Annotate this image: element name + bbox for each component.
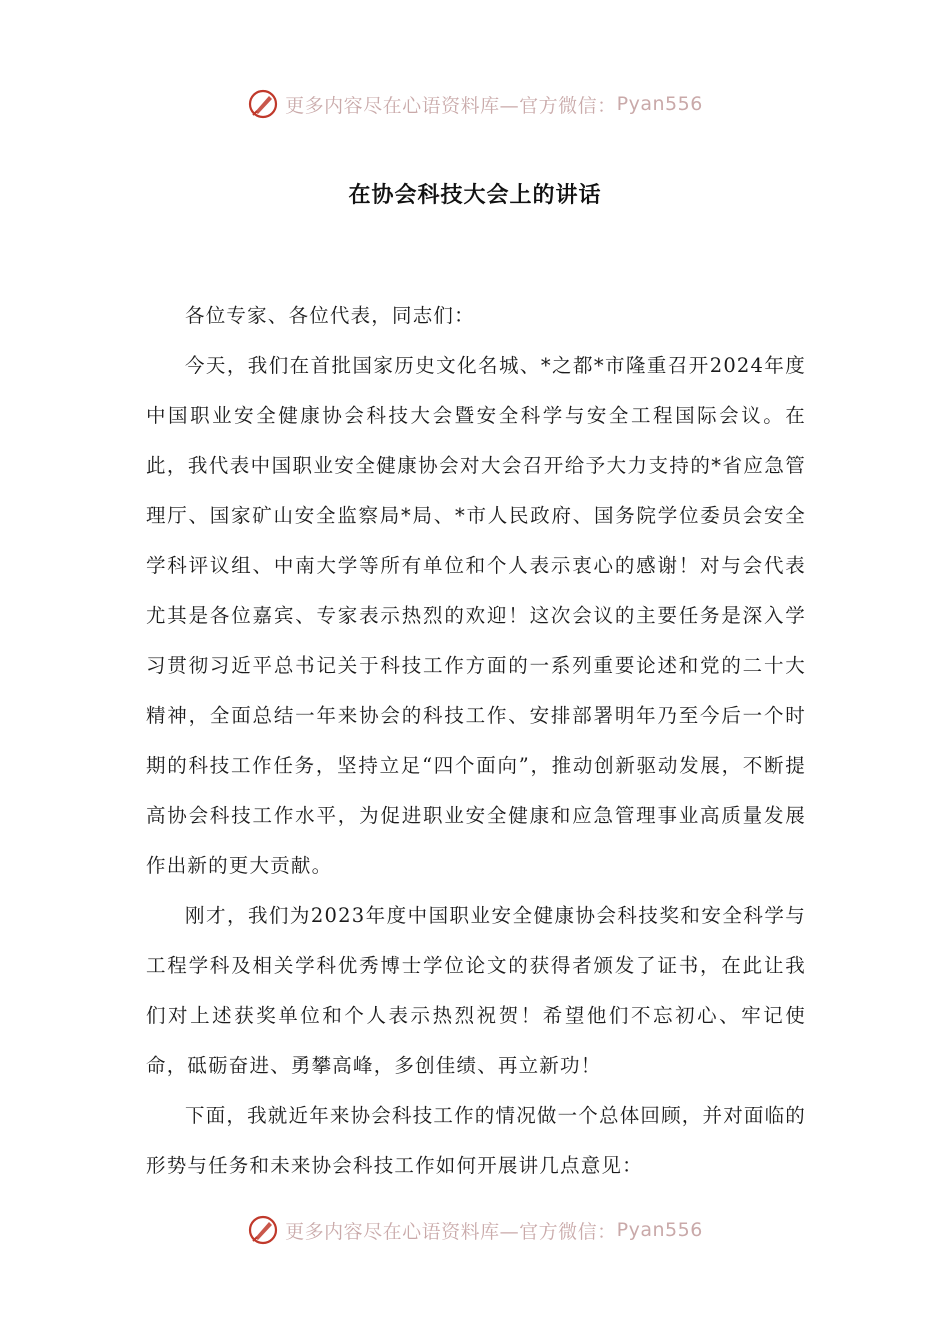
body-paragraph: 今天，我们在首批国家历史文化名城、*之都*市隆重召开2024年度中国职业安全健康协会科技大会暨安全科学与安全工程国际会议。在此，我代表中国职业安全健康协会对大会召开给予大力支持的*省应急管理厅、国家矿山安全监察局*局、*市人民政府、国务院学位委员会安全学科评议组、中南大学等所有单位和个人表示衷心的感谢！对与会代表尤其是各位嘉宾、专家表示热烈的欢迎！这次会议的主要任务是深入学习贯彻习近平总书记关于科技工作方面的一系列重要论述和党的二十大精神，全面总结一年来协会的科技工作、安排部署明年乃至今后一个时期的科技工作任务，坚持立足“四个面向”，推动创新驱动发展，不断提高协会科技工作水平，为促进职业安全健康和应急管理事业高质量发展作出新的更大贡献。 xyxy=(146,354,806,877)
body-paragraph: 下面，我就近年来协会科技工作的情况做一个总体回顾，并对面临的形势与任务和未来协会科技工作如何开展讲几点意见： xyxy=(146,1104,807,1177)
header-watermark xyxy=(0,84,950,124)
watermark-handle: Pyan556 xyxy=(616,1219,703,1241)
footer-watermark xyxy=(0,1210,950,1250)
watermark-text: 更多内容尽在心语资料库—官方微信： xyxy=(285,1220,617,1243)
document-title: 在协会科技大会上的讲话 xyxy=(348,183,602,208)
document-body xyxy=(146,291,806,1191)
watermark-handle: Pyan556 xyxy=(616,93,703,115)
watermark-text: 更多内容尽在心语资料库—官方微信： xyxy=(285,94,617,117)
body-paragraph: 刚才，我们为2023年度中国职业安全健康协会科技奖和安全科学与工程学科及相关学科优秀博士学位论文的获得者颁发了证书，在此让我们对上述获奖单位和个人表示热烈祝贺！希望他们不忘初心、牢记使命，砥砺奋进、勇攀高峰，多创佳绩、再立新功！ xyxy=(146,904,806,1077)
salutation-paragraph: 各位专家、各位代表，同志们： xyxy=(185,304,475,327)
quill-logo-icon xyxy=(247,1214,279,1246)
quill-logo-icon xyxy=(247,88,279,120)
